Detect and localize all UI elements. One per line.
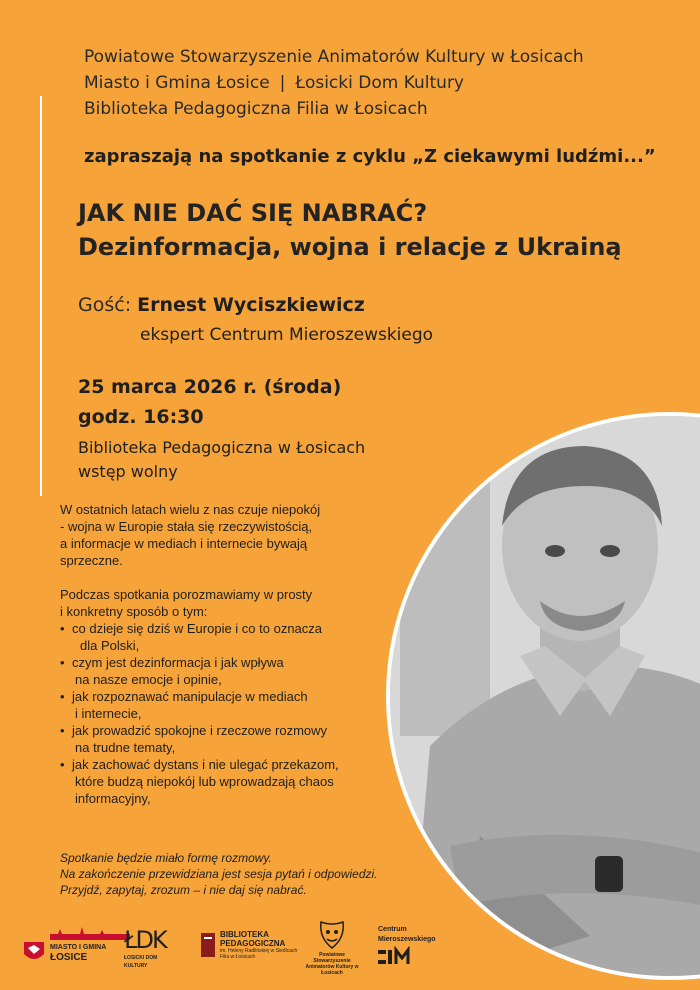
description-line: Podczas spotkania porozmawiamy w prosty (60, 587, 313, 602)
description-line: a informacje w mediach i internecie bywają (60, 536, 308, 551)
description-line: i konkretny sposób o tym: (60, 604, 208, 619)
event-where (78, 436, 365, 484)
organizers-block (84, 44, 584, 122)
description-line: W ostatnich latach wielu z nas czuje niepokój (60, 502, 321, 517)
organizer-line-1: Powiatowe Stowarzyszenie Animatorów Kultury w Łosicach (84, 47, 584, 67)
description-line: - wojna w Europie stała się rzeczywistością, (60, 519, 313, 534)
organizer-line-2 (84, 70, 584, 96)
crest-icon (22, 924, 46, 964)
event-entry: wstęp wolny (78, 462, 178, 481)
organizer-separator: | (279, 73, 286, 93)
description-line: sprzeczne. (60, 553, 123, 568)
organizer-ldk: Łosicki Dom Kultury (295, 73, 464, 93)
event-place: Biblioteka Pedagogiczna w Łosicach (78, 438, 366, 457)
description-text (60, 501, 390, 807)
event-time: godz. 16:30 (78, 406, 204, 428)
event-title-line-2: Dezinformacja, wojna i relacje z Ukrainą (78, 233, 622, 261)
event-when (78, 372, 341, 432)
logo-psak (300, 920, 364, 976)
logo-ldk-mark: ŁDK (124, 926, 166, 954)
closing-text (60, 850, 410, 898)
logo-biblioteka-line2: PEDAGOGICZNA (220, 939, 286, 948)
guest-portrait-illustration (390, 416, 700, 976)
logo-miasto-text (50, 925, 130, 963)
sponsor-logos (0, 920, 700, 990)
masks-icon (317, 920, 347, 952)
logo-centrum-line2: Mieroszewskiego (378, 936, 436, 943)
invitation-line: zapraszają na spotkanie z cyklu „Z ciekawymi ludźmi...” (84, 146, 656, 167)
list-item: • jak prowadzić spokojne i rzeczowe rozmowy na trudne tematy, (60, 722, 390, 756)
description-paragraph-1 (60, 501, 390, 569)
logo-centrum-mieroszewskiego (378, 926, 436, 968)
topics-list (60, 620, 390, 807)
logo-miasto-losice (22, 924, 130, 964)
guest-role: ekspert Centrum Mieroszewskiego (140, 325, 434, 345)
logo-psak-text: Powiatowe Stowarzyszenie Animatorów Kultury w Łosicach (305, 952, 359, 976)
logo-centrum-line1: Centrum (378, 926, 407, 933)
decorative-vertical-line (40, 96, 42, 496)
book-icon (200, 931, 216, 959)
guest-block (78, 290, 433, 350)
list-item: • jak zachować dystans i nie ulegać przekazom, które budzą niepokój lub wprowadzają chaos informacyjny, (60, 756, 390, 807)
guest-label: Gość: (78, 294, 132, 316)
closing-line: Spotkanie będzie miało formę rozmowy. (60, 851, 272, 865)
event-title-line-1: JAK NIE DAĆ SIĘ NABRAĆ? (78, 199, 428, 227)
organizer-line-3: Biblioteka Pedagogiczna Filia w Łosicach (84, 99, 428, 119)
organizer-miasto: Miasto i Gmina Łosice (84, 73, 270, 93)
list-item: • czym jest dezinformacja i jak wpływa na nasze emocje i opinie, (60, 654, 390, 688)
cm-logo-icon (378, 946, 420, 968)
event-date: 25 marca 2026 r. (środa) (78, 376, 342, 398)
logo-biblioteka-line4: Filia w Łosicach (220, 954, 256, 960)
logo-miasto-line2: ŁOSICE (50, 952, 88, 963)
guest-photo (386, 412, 700, 980)
logo-biblioteka (200, 930, 297, 960)
closing-line: Na zakończenie przewidziana jest sesja pytań i odpowiedzi. (60, 867, 378, 881)
town-skyline-icon (50, 926, 130, 940)
logo-ldk (124, 926, 166, 970)
logo-miasto-line1: MIASTO I GMINA (50, 944, 107, 951)
list-item: • co dzieje się dziś w Europie i co to oznacza dla Polski, (60, 620, 390, 654)
logo-biblioteka-line3: im. Heleny Radlińskiej w Siedlcach (220, 948, 298, 954)
guest-name: Ernest Wyciszkiewicz (137, 294, 365, 316)
event-title (78, 196, 622, 264)
logo-ldk-text: ŁOSICKI DOM KULTURY (124, 955, 158, 969)
list-item: • jak rozpoznawać manipulacje w mediach i internecie, (60, 688, 390, 722)
description-paragraph-2 (60, 586, 390, 620)
closing-line: Przyjdź, zapytaj, zrozum – i nie daj się nabrać. (60, 883, 307, 897)
logo-biblioteka-line1: BIBLIOTEKA (220, 930, 269, 939)
